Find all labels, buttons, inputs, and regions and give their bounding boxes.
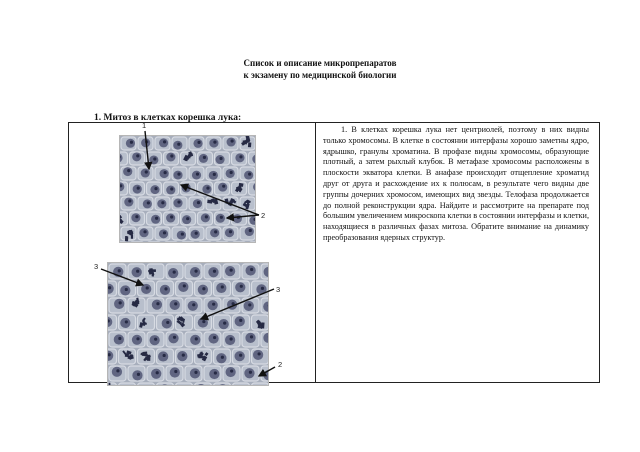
content-table: [68, 122, 600, 383]
micrograph-1-image: [120, 136, 255, 242]
nucleolus: [173, 271, 176, 274]
nucleolus: [154, 338, 157, 341]
cell: [252, 383, 269, 385]
nucleolus: [145, 170, 148, 173]
nucleolus: [202, 287, 205, 290]
cell: [138, 383, 155, 385]
nucleolus: [174, 302, 177, 305]
nucleolus: [232, 302, 235, 305]
nucleolus: [197, 141, 200, 144]
nucleolus: [239, 354, 242, 357]
nucleolus: [116, 369, 119, 372]
nucleolus: [166, 321, 169, 324]
nucleolus: [170, 187, 173, 190]
nucleolus: [174, 370, 177, 373]
nucleolus: [237, 216, 240, 219]
nucleolus: [170, 215, 173, 218]
nucleolus: [164, 171, 167, 174]
nucleolus: [219, 157, 222, 160]
chromosome: [131, 235, 133, 239]
chromosome: [198, 356, 203, 359]
nucleolus: [155, 217, 158, 220]
nucleolus: [108, 286, 111, 289]
cell: [176, 383, 193, 385]
document-title: [0, 57, 640, 81]
nucleolus: [195, 232, 198, 235]
nucleolus: [221, 356, 224, 359]
nucleolus: [130, 141, 133, 144]
nucleolus: [177, 143, 180, 146]
nucleolus: [194, 270, 197, 273]
nucleolus: [125, 320, 128, 323]
nucleolus: [154, 187, 157, 190]
nucleolus: [177, 172, 180, 175]
nucleolus: [186, 217, 189, 220]
nucleolus: [249, 371, 252, 374]
nucleolus: [250, 268, 253, 271]
nucleolus: [202, 320, 205, 323]
nucleolus: [156, 371, 159, 374]
label-3-left: 3: [94, 262, 99, 271]
nucleolus: [212, 303, 215, 306]
nucleolus: [213, 173, 216, 176]
nucleolus: [261, 287, 264, 290]
nucleolus: [186, 185, 189, 188]
nucleolus: [196, 173, 199, 176]
nucleolus: [137, 187, 140, 190]
nucleolus: [249, 229, 252, 232]
nucleolus: [136, 154, 139, 157]
nucleolus: [250, 335, 253, 338]
nucleolus: [205, 215, 208, 218]
nucleolus: [203, 156, 206, 159]
chromosome: [109, 383, 111, 385]
nucleolus: [214, 371, 217, 374]
cell: [233, 383, 250, 385]
micrograph-onion-root-1: [119, 135, 256, 243]
nucleolus: [147, 201, 150, 204]
chromosome: [200, 352, 203, 356]
cell: [138, 315, 155, 330]
nucleolus: [177, 200, 180, 203]
nucleolus: [145, 140, 148, 143]
nucleolus: [135, 215, 138, 218]
micrograph-onion-root-2: [107, 262, 269, 386]
nucleolus: [258, 352, 261, 355]
nucleolus: [223, 322, 226, 325]
nucleolus: [119, 301, 122, 304]
micrograph-2-image: [108, 263, 268, 385]
nucleolus: [197, 201, 200, 204]
chromosome: [125, 236, 128, 241]
nucleolus: [163, 140, 166, 143]
nucleolus: [229, 230, 232, 233]
nucleolus: [173, 336, 176, 339]
nucleolus: [127, 169, 130, 172]
nucleolus: [118, 269, 121, 272]
nucleolus: [143, 230, 146, 233]
nucleolus: [170, 154, 173, 157]
nucleolus: [239, 319, 242, 322]
label-2-bottom: 2: [278, 360, 283, 369]
nucleolus: [213, 141, 216, 144]
chromosome: [248, 142, 251, 147]
label-1: 1: [142, 121, 147, 130]
chromosome: [128, 356, 132, 359]
nucleolus: [161, 201, 164, 204]
nucleolus: [156, 302, 159, 305]
nucleolus: [136, 270, 139, 273]
nucleolus: [230, 269, 233, 272]
title-line-2: к экзамену по медицинской биологии: [243, 70, 397, 80]
nucleolus: [194, 371, 197, 374]
nucleolus: [206, 187, 209, 190]
nucleolus: [192, 303, 195, 306]
description-body: 1. В клетках корешка лука нет центриолей, поэтому в них видны только хромосомы. В клетке в состоянии интерфазы хорошо заметны ядро, ядрышко, гранулы хроматина. В профазе видны хромосомы, образующие плотный, а затем рыхлый клубок. В метафазе хромосомы расположены в плоскости экватора клетки. В анафазе происходит отщепление хроматид друг от друга и расхождение их к полюсам, в результате чего видны две группы дочерних хромосом, имеющих вид звезды. Телофаза продолжается до полной реконструкции ядра. Найдите и рассмотрите на препарате под большим увеличением микроскопа клетки в состоянии интерфазы и клетки, находящиеся в различных фазах митоза. Обратите внимание на динамику преобразования ядерных структур.: [323, 125, 589, 242]
nucleolus: [230, 369, 233, 372]
description-text: [323, 125, 589, 244]
nucleolus: [181, 232, 184, 235]
nucleolus: [221, 285, 224, 288]
cell: [119, 383, 136, 385]
nucleolus: [213, 336, 216, 339]
nucleolus: [213, 270, 216, 273]
nucleolus: [163, 231, 166, 234]
nucleolus: [230, 171, 233, 174]
nucleolus: [118, 337, 121, 340]
nucleolus: [248, 303, 251, 306]
nucleolus: [183, 284, 186, 287]
nucleolus: [128, 199, 131, 202]
label-3-right: 3: [276, 285, 281, 294]
nucleolus: [214, 230, 217, 233]
nucleolus: [146, 286, 149, 289]
nucleolus: [182, 353, 185, 356]
nucleolus: [163, 354, 166, 357]
nucleolus: [164, 287, 167, 290]
label-2: 2: [261, 211, 266, 220]
title-line-1: Список и описание микропрепаратов: [243, 58, 397, 68]
nucleolus: [125, 288, 128, 291]
nucleolus: [231, 139, 234, 142]
nucleolus: [222, 185, 225, 188]
nucleolus: [220, 216, 223, 219]
nucleolus: [230, 337, 233, 340]
nucleolus: [153, 157, 156, 160]
nucleolus: [248, 173, 251, 176]
section-heading: 1. Митоз в клетках корешка лука:: [94, 113, 242, 123]
nucleolus: [136, 337, 139, 340]
nucleolus: [195, 337, 198, 340]
nucleolus: [239, 155, 242, 158]
nucleolus: [137, 373, 140, 376]
column-divider: [315, 123, 316, 382]
nucleolus: [240, 285, 243, 288]
